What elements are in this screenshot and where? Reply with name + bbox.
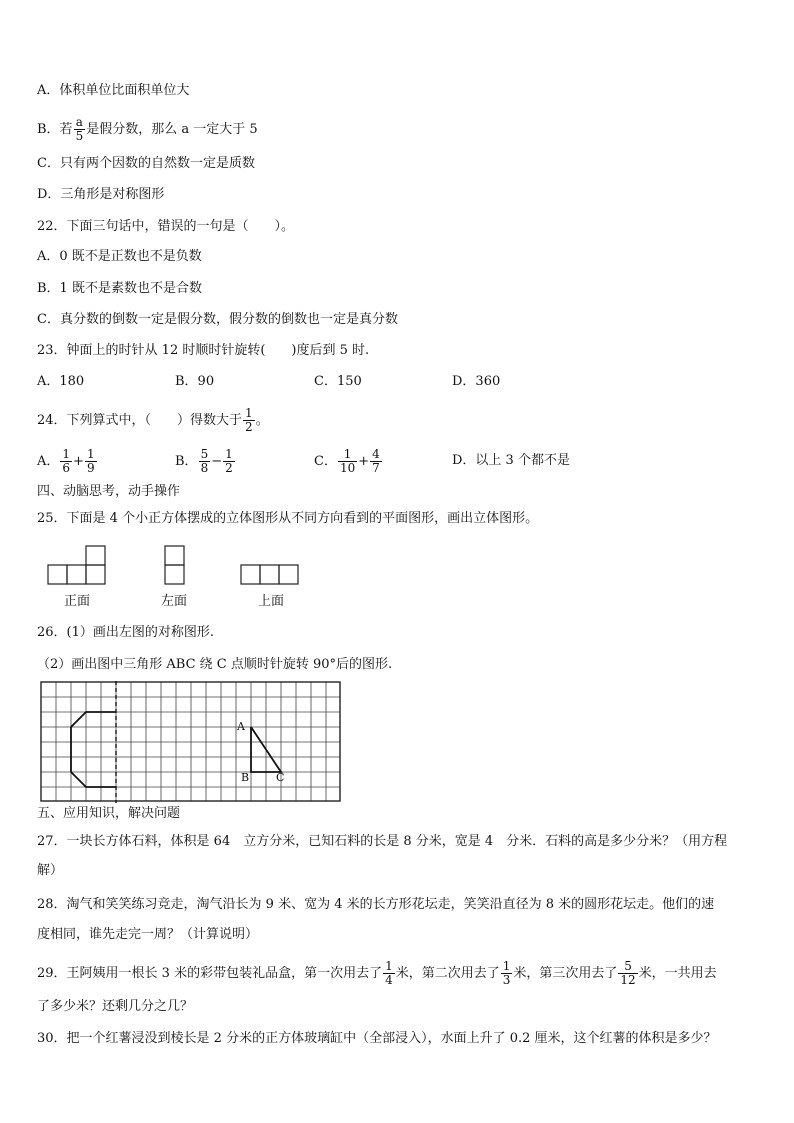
fraction-numerator: 4 — [372, 447, 380, 461]
q28-line1: 28．淘气和笑笑练习竞走，淘气沿长为 9 米、宽为 4 米的长方形花坛走，笑笑沿直径为 8 米的圆形花坛走。他们的速 — [37, 897, 715, 912]
q24-option-c — [314, 448, 383, 475]
fraction-denominator: 5 — [75, 129, 84, 143]
q29-text-4: 米，一共用去 — [638, 966, 717, 981]
fraction-denominator: 3 — [502, 973, 511, 987]
q22-option-a: A．0 既不是正数也不是负数 — [37, 249, 202, 264]
fraction-numerator: 5 — [618, 960, 637, 974]
q22-option-c: C．真分数的倒数一定是假分数，假分数的倒数也一定是真分数 — [37, 312, 398, 327]
q29-text-2: 米，第二次用去了 — [395, 966, 500, 981]
fraction-denominator: 2 — [245, 420, 253, 434]
fraction-denominator: 7 — [372, 461, 380, 475]
fraction-five-twelfths — [618, 960, 637, 987]
fraction-one-quarter — [383, 960, 395, 987]
q21-option-b — [37, 116, 258, 143]
fraction-denominator: 2 — [225, 461, 233, 475]
fraction-a-over-5 — [74, 116, 86, 143]
q24-option-a — [37, 448, 98, 475]
q24-stem-text: 24．下列算式中，（ ）得数大于 — [37, 413, 243, 428]
fraction-numerator: 1 — [225, 447, 233, 461]
q24-option-d: D．以上 3 个都不是 — [452, 453, 570, 468]
q27-line1: 27．一块长方体石料，体积是 64 立方分米，已知石料的长是 8 分米，宽是 4 分米．石料的高是多少分米？（用方程 — [37, 834, 728, 849]
fraction-numerator: a — [74, 116, 86, 130]
q24-option-b — [175, 448, 236, 475]
section-4-heading: 四、动脑思考，动手操作 — [37, 484, 181, 499]
point-c-label: C — [276, 771, 285, 784]
q25-view-figures — [40, 540, 320, 590]
q23-option-b: B．90 — [175, 374, 215, 389]
fraction-numerator: 1 — [338, 448, 357, 462]
fraction — [338, 448, 357, 475]
top-view-label: 上面 — [258, 594, 285, 609]
fraction — [223, 448, 235, 475]
q26-part1: 26．(1）画出左图的对称图形. — [37, 625, 215, 640]
q29-line2: 了多少米？还剩几分之几？ — [37, 999, 194, 1014]
q24-stem — [37, 407, 269, 434]
q22-option-b: B．1 既不是素数也不是合数 — [37, 281, 202, 296]
q21-option-c: C．只有两个因数的自然数一定是质数 — [37, 156, 255, 171]
q27-line2: 解） — [37, 863, 64, 878]
point-b-label: B — [241, 771, 250, 784]
fraction-denominator: 10 — [339, 461, 356, 475]
fraction-one-half — [243, 407, 255, 434]
fraction-numerator: 1 — [62, 447, 71, 461]
q21-option-b-prefix: B．若 — [37, 122, 73, 137]
fraction — [85, 448, 97, 475]
q28-line2: 度相同，谁先走完一周？（计算说明） — [37, 927, 259, 942]
q23-option-a: A．180 — [37, 374, 85, 389]
option-label: B． — [175, 454, 198, 469]
q29-text-3: 米，第三次用去了 — [513, 966, 618, 981]
grid-lines — [41, 682, 340, 801]
q23-stem: 23．钟面上的时针从 12 时顺时针旋转( )度后到 5 时. — [37, 343, 370, 358]
q23-option-c: C．150 — [314, 374, 362, 389]
fraction-denominator: 6 — [62, 461, 71, 475]
q22-stem: 22．下面三句话中，错误的一句是（ ）。 — [37, 219, 295, 234]
fraction — [60, 448, 72, 475]
operator: − — [211, 454, 223, 469]
fraction-numerator: 1 — [86, 447, 95, 461]
q24-stem-end: 。 — [255, 413, 269, 428]
operator: + — [73, 454, 84, 469]
fraction — [199, 448, 211, 475]
fraction-denominator: 4 — [385, 973, 393, 987]
fraction-numerator: 1 — [502, 959, 511, 973]
fraction-denominator: 9 — [86, 461, 95, 475]
q29-text-1: 29．王阿姨用一根长 3 米的彩带包装礼品盒，第一次用去了 — [37, 966, 383, 981]
q25-stem: 25．下面是 4 个小正方体摆成的立体图形从不同方向看到的平面图形，画出立体图形。 — [37, 511, 539, 526]
fraction-numerator: 1 — [245, 406, 253, 420]
q26-grid-figure — [40, 681, 342, 803]
fraction-denominator: 12 — [620, 973, 636, 987]
option-label: C． — [314, 454, 337, 469]
option-label: A． — [37, 454, 60, 469]
q30-text: 30．把一个红薯浸没到棱长是 2 分米的正方体玻璃缸中（全部浸入），水面上升了 0.2 厘米，这个红薯的体积是多少？ — [37, 1031, 717, 1046]
fraction-one-third — [501, 960, 513, 987]
point-a-label: A — [237, 720, 245, 733]
fraction-numerator: 5 — [200, 447, 209, 461]
operator: + — [358, 454, 370, 469]
front-view-label: 正面 — [64, 594, 91, 609]
q21-option-a: A．体积单位比面积单位大 — [37, 83, 190, 98]
q21-option-d: D．三角形是对称图形 — [37, 187, 165, 202]
fraction-numerator: 1 — [385, 959, 393, 973]
q26-part2: （2）画出图中三角形 ABC 绕 C 点顺时针旋转 90°后的图形. — [37, 657, 393, 672]
section-5-heading: 五、应用知识，解决问题 — [37, 806, 181, 821]
fraction — [370, 448, 382, 475]
fraction-denominator: 8 — [200, 461, 209, 475]
q23-option-d: D．360 — [452, 374, 501, 389]
q21-option-b-suffix: 是假分数，那么 a 一定大于 5 — [86, 122, 258, 137]
q29-line1 — [37, 960, 717, 987]
left-view-label: 左面 — [161, 594, 188, 609]
